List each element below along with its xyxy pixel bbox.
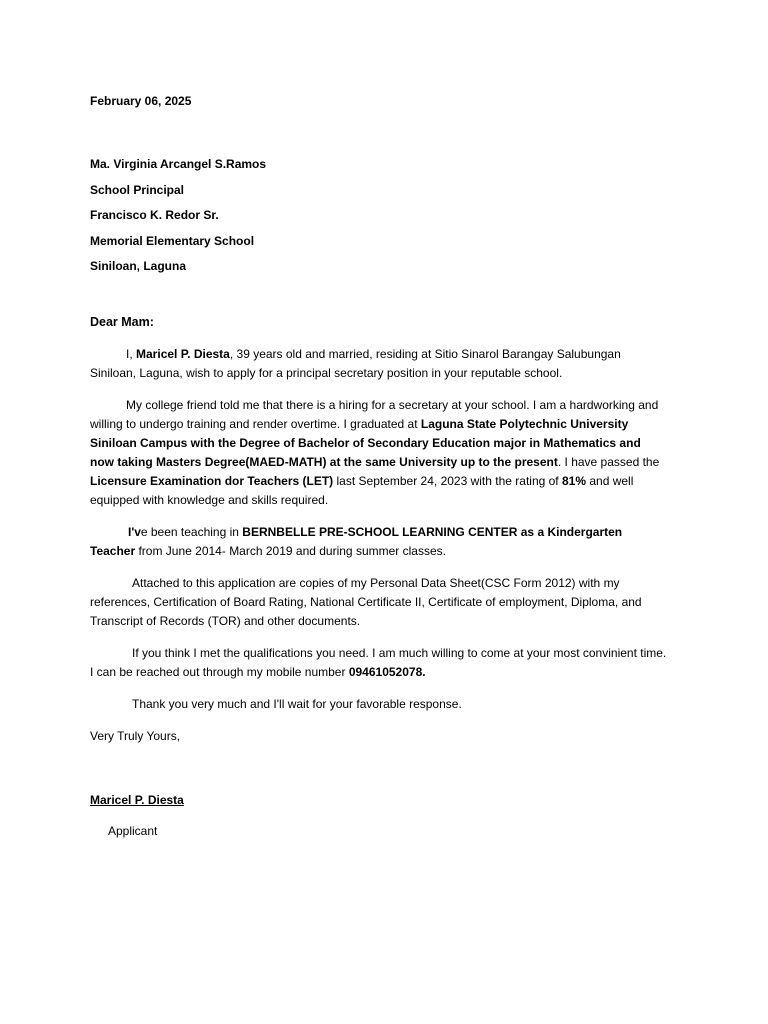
- paragraph-attachments: [90, 574, 668, 631]
- p1-text-a: I,: [126, 347, 137, 361]
- recipient-name: Ma. Virginia Arcangel S.Ramos: [90, 157, 267, 171]
- signature-name: Maricel P. Diesta: [90, 793, 184, 807]
- licensure-exam: Licensure Examination dor Teachers (LET): [90, 474, 334, 488]
- applicant-name: Maricel P. Diesta: [136, 347, 230, 361]
- p2-text-a: My college friend told me that there is a hiring for a secretary at your school. I am a hardworking and willing to undergo training and render overtime. I graduated at: [90, 398, 659, 431]
- letter-date: February 06, 2025: [90, 94, 192, 108]
- p6-text: Thank you very much and I'll wait for your favorable response.: [132, 697, 462, 711]
- exam-rating: 81%: [561, 474, 587, 488]
- paragraph-experience: [90, 523, 668, 561]
- recipient-school-line-1: Francisco K. Redor Sr.: [90, 208, 219, 222]
- previous-employer: BERNBELLE PRE-SCHOOL LEARNING CENTER as a Kindergarten Teacher: [90, 525, 623, 558]
- signature-role: Applicant: [108, 824, 158, 838]
- recipient-location: Siniloan, Laguna: [90, 259, 187, 273]
- recipient-title: School Principal: [90, 182, 185, 197]
- paragraph-thanks: [90, 695, 668, 714]
- p2-text-b: . I have passed the: [557, 455, 660, 469]
- p3-text-b: from June 2014- March 2019 and during summer classes.: [135, 544, 446, 558]
- recipient-school-line-2: Memorial Elementary School: [90, 233, 255, 248]
- p3-ive: I'v: [128, 525, 141, 539]
- recipient-address: [90, 152, 668, 280]
- mobile-number: 09461052078.: [348, 665, 426, 679]
- p2-text-d: and well equipped with knowledge and skills required.: [90, 474, 634, 507]
- university-degree: Laguna State Polytechnic University Siniloan Campus with the Degree of Bachelor of Secondary Education major in Mathematics and now taking Masters Degree(MAED-MATH) at the same University up to the present: [90, 417, 641, 469]
- closing-line: Very Truly Yours,: [90, 729, 181, 743]
- paragraph-contact: [90, 644, 668, 682]
- p4-text: Attached to this application are copies of my Personal Data Sheet(CSC Form 2012) with my references, Certification of Board Rating, National Certificate II, Certificate of employment, Diploma, and Transcript of Records (TOR) and other documents.: [90, 576, 642, 628]
- p5-text: If you think I met the qualifications you need. I am much willing to come at your most convinient time. I can be reached out through my mobile number: [90, 646, 667, 679]
- paragraph-qualifications: [90, 396, 668, 510]
- p1-text-b: , 39 years old and married, residing at Sitio Sinarol Barangay Salubungan Siniloan, Laguna, wish to apply for a principal secretary position in your reputable school.: [90, 347, 621, 380]
- salutation: Dear Mam:: [90, 315, 154, 329]
- p3-text-a: e been teaching in: [140, 525, 243, 539]
- paragraph-introduction: [90, 345, 668, 383]
- p2-text-c: last September 24, 2023 with the rating of: [333, 474, 562, 488]
